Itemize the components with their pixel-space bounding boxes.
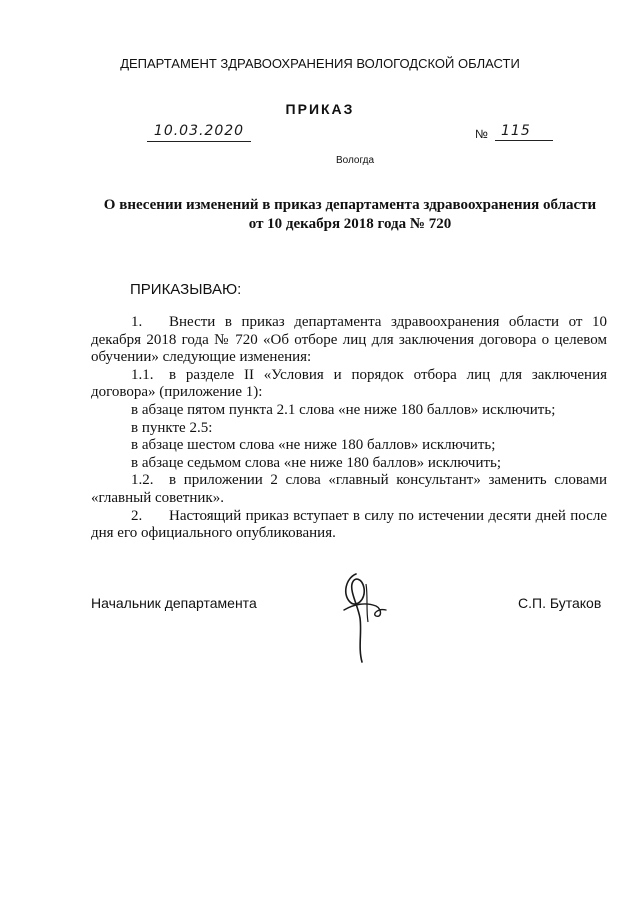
order-directive: ПРИКАЗЫВАЮ: xyxy=(130,281,242,298)
order-subject xyxy=(90,196,610,234)
order-body xyxy=(91,314,607,543)
signature-icon xyxy=(336,566,392,666)
order-number: 115 xyxy=(495,123,553,141)
item-1-1-c: в абзаце шестом слова «не ниже 180 баллов» исключить; xyxy=(131,437,496,454)
item-1-1 xyxy=(91,367,607,402)
city-name: Вологда xyxy=(335,155,375,166)
item-2-text: Настоящий приказ вступает в силу по истечении десяти дней после дня его официального опубликования. xyxy=(91,507,607,542)
item-1-1-d: в абзаце седьмом слова «не ниже 180 баллов» исключить; xyxy=(131,454,502,471)
item-1-1-b: в пункте 2.5: xyxy=(131,419,213,436)
document-type: ПРИКАЗ xyxy=(285,101,355,117)
item-1-2-text: в приложении 2 слова «главный консультант» заменить словами «главный советник». xyxy=(91,472,607,506)
item-2-number: 2. xyxy=(131,507,143,524)
number-label: № xyxy=(475,127,488,141)
item-1 xyxy=(91,314,607,367)
order-date: 10.03.2020 xyxy=(147,123,251,142)
item-1-1-a: в абзаце пятом пункта 2.1 слова «не ниже 180 баллов» исключить; xyxy=(131,401,556,418)
item-1-number: 1. xyxy=(131,314,143,330)
item-1-2 xyxy=(91,472,607,507)
item-2 xyxy=(91,508,607,543)
subject-line-1: О внесении изменений в приказ департамента здравоохранения области xyxy=(103,197,597,213)
subject-line-2: от 10 декабря 2018 года № 720 xyxy=(248,216,452,232)
item-1-1-number: 1.1. xyxy=(131,366,154,383)
signatory-name: С.П. Бутаков xyxy=(518,595,602,611)
item-1-2-number: 1.2. xyxy=(131,472,154,489)
department-name: ДЕПАРТАМЕНТ ЗДРАВООХРАНЕНИЯ ВОЛОГОДСКОЙ ОБЛАСТИ xyxy=(120,56,520,71)
item-1-text: Внести в приказ департамента здравоохранения области от 10 декабря 2018 года № 720 «Об отборе лиц для заключения договора о целевом обучении» следующие изменения: xyxy=(91,314,607,366)
signatory-title: Начальник департамента xyxy=(91,595,257,611)
item-1-1-text: в разделе II «Условия и порядок отбора лиц для заключения договора» (приложение 1): xyxy=(91,366,607,401)
